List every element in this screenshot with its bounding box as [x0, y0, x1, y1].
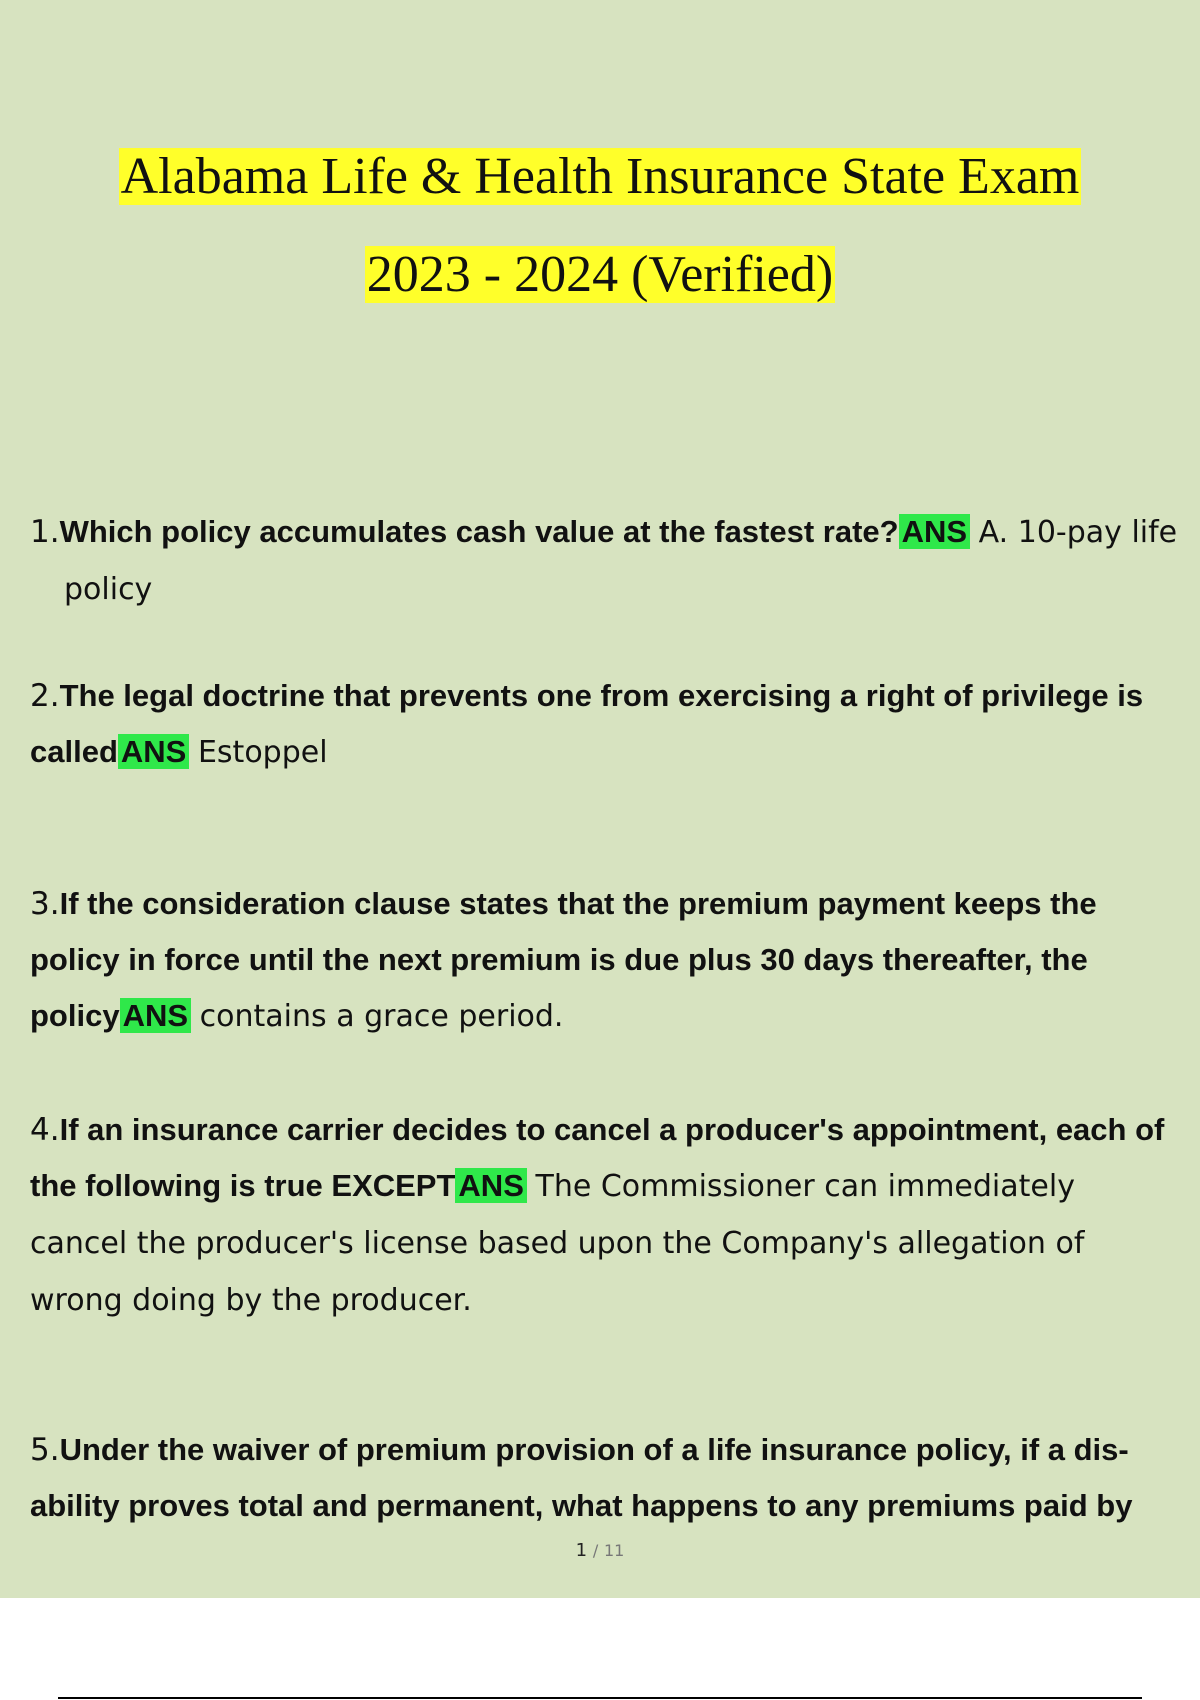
- question-number: 4.: [30, 1112, 60, 1148]
- ans-badge: ANS: [455, 1168, 526, 1203]
- question-item: [30, 504, 1200, 618]
- answer-text: contains a grace period.: [199, 999, 564, 1034]
- ans-badge: ANS: [899, 514, 970, 549]
- question-item: [30, 876, 1180, 1045]
- ans-badge: ANS: [118, 734, 189, 769]
- page-indicator: [0, 1540, 1200, 1561]
- question-number: 1.: [30, 514, 60, 550]
- question-number: 3.: [30, 886, 60, 922]
- question-text: Under the waiver of premium provision of a life insurance policy, if a dis-ability proves total and permanent, what happens to any premiums paid by: [30, 1432, 1133, 1523]
- question-text: The legal doctrine that prevents one from exercising a right of privilege is called: [30, 678, 1144, 769]
- question-text: Which policy accumulates cash value at the fastest rate?: [59, 514, 899, 549]
- question-item: [30, 668, 1180, 781]
- answer-text: The Commissioner can immediately cancel the producer's license based upon the Company's allegation of wrong doing by the producer.: [30, 1169, 1085, 1318]
- question-item: [30, 1102, 1180, 1329]
- answer-text: A. 10-pay life policy: [64, 515, 1178, 607]
- answer-text: Estoppel: [197, 735, 328, 770]
- question-item: [30, 1422, 1180, 1534]
- title-line-2: 2023 - 2024 (Verified): [366, 246, 834, 303]
- title-line-1: Alabama Life & Health Insurance State Exam: [120, 148, 1080, 205]
- question-number: 2.: [30, 678, 60, 714]
- question-text: If an insurance carrier decides to cancel a producer's appointment, each of the following is true EXCEPT: [30, 1112, 1165, 1203]
- current-page: 1: [575, 1540, 588, 1561]
- question-number: 5.: [30, 1432, 60, 1468]
- total-pages: 11: [603, 1541, 625, 1560]
- document-title: [0, 128, 1200, 324]
- page-separator: /: [592, 1541, 599, 1560]
- question-text: If the consideration clause states that the premium payment keeps the policy in force until the next premium is due plus 30 days thereafter, the policy: [30, 886, 1097, 1033]
- divider: [58, 1697, 1142, 1699]
- ans-badge: ANS: [120, 998, 191, 1033]
